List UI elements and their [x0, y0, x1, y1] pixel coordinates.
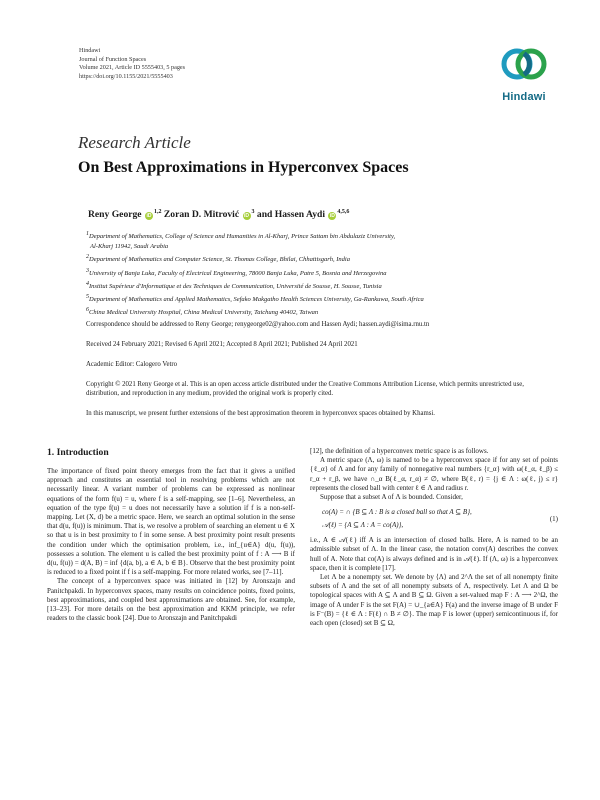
copyright-notice: Copyright © 2021 Reny George et al. This is an open access article distributed under the Creative Commons Attribution License, which permits unrestricted use, distribution, and reproduction in any medium, provided the original work is properly cited. [86, 381, 524, 398]
article-type: Research Article [78, 133, 191, 152]
publisher-name: Hindawi [79, 47, 101, 54]
affiliation: $^4$Institut Supérieur d'Informatique et des Techniques de Communication, Université de Sousse, H. Sousse, Tunisia [86, 280, 382, 290]
author-affil-sup: 4,5,6 [337, 209, 350, 215]
affiliation: $^3$University of Banja Luka, Faculty of Electrical Engineering, 78000 Banja Luka, Patre 5, Bosnia and Herzegovina [86, 267, 387, 277]
author-separator: and [256, 209, 275, 221]
doi-link[interactable]: https://doi.org/10.1155/2021/5555403 [79, 72, 173, 80]
paragraph: The concept of a hyperconvex space was initiated in [12] by Aronszajn and Panitchpakdi. In hyperconvex spaces, many results on coincidence points, fixed points, best approximations, and coupled best approximations are obtained. See, for example, [13–23]. For more details on the best approximation and KKM principle, we refer readers to the classic book [24]. Due to Aronszajn and Panitchpakdi [47, 577, 295, 623]
equation-line: 𝒜(ℓ) = {A ⊆ Λ : A = co(A)}, [322, 521, 404, 530]
author-affil-sup: 1,2 [153, 209, 162, 215]
paragraph: i.e., A ∈ 𝒜(ℓ) iff A is an intersection of closed balls. Here, A is named to be an admissible subset of Λ. In the linear case, the notation conv(A) describes the convex hull of A. Note that co(A) is always defined and is in 𝒜(ℓ). If (Λ, ω) is a hyperconvex space, then it is complete [17]. [310, 536, 558, 572]
affiliation: $^5$Department of Mathematics and Applied Mathematics, Sefako Makgatho Health Sciences University, Ga-Rankuwa, South Africa [86, 294, 424, 304]
right-column [310, 447, 558, 628]
volume-line: Volume 2021, Article ID 5555403, 5 pages [79, 64, 186, 72]
logo-text: Hindawi [502, 91, 546, 103]
publication-dates: Received 24 February 2021; Revised 6 April 2021; Accepted 8 April 2021; Published 24 April 2021 [86, 341, 358, 348]
affiliation: $^2$Department of Mathematics and Computer Science, St. Thomas College, Bhilai, Chhattisgarh, India [86, 254, 350, 264]
section-heading: 1. Introduction [47, 447, 109, 458]
orcid-icon[interactable]: iD [244, 213, 250, 220]
paragraph: [12], the definition of a hyperconvex metric space is as follows. [310, 447, 489, 455]
author-affil-sup: 3 [251, 209, 255, 215]
author-name: Hassen Aydi [274, 209, 325, 221]
correspondence: Correspondence should be addressed to Reny George; renygeorge02@yahoo.com and Hassen Aydi; hassen.aydi@isima.rnu.tn [86, 321, 430, 328]
abstract: In this manuscript, we present further extensions of the best approximation theorem in hyperconvex spaces obtained by Khamsi. [86, 410, 436, 417]
academic-editor: Academic Editor: Calogero Vetro [86, 361, 178, 368]
equation-line: co(A) = ∩ {B ⊆ Λ : B is a closed ball so that A ⊆ B}, [322, 508, 472, 517]
orcid-icon[interactable]: iD [146, 213, 152, 220]
author-name: Reny George [88, 209, 142, 221]
equation-1 [310, 506, 558, 532]
equation-number: (1) [549, 514, 558, 523]
hindawi-logo-icon [500, 44, 548, 90]
left-column [47, 467, 295, 623]
paper-title: On Best Approximations in Hyperconvex Spaces [78, 159, 409, 176]
affiliations [86, 229, 556, 319]
journal-meta [79, 47, 185, 81]
orcid-icon[interactable]: iD [329, 213, 335, 220]
author-name: Zoran D. Mitrović [163, 209, 240, 221]
paragraph: Let Λ be a nonempty set. We denote by ⟨Λ⟩ and 2^Λ the set of all nonempty finite subsets of Λ and the set of all nonempty subsets of Λ, respectively. Let Λ and Ω be topological spaces with A ⊆ Λ and B ⊆ Ω. Given a set-valued map F : Λ ⟶ 2^Ω, the image of A under F is the set F(A) = ∪_{a∈A} F(a) and the inverse image of B under F is F⁻(B) = {ℓ ∈ Λ : F(ℓ) ∩ B ≠ ∅}. The map F is lower (upper) semicontinuous if, for each open (closed) set B ⊆ Ω, [310, 573, 558, 628]
journal-name: Journal of Function Spaces [79, 55, 147, 63]
paragraph: The importance of fixed point theory emerges from the fact that it gives a unified approach and constitutes an essential tool in resolving problems which are not necessarily linear. A variant number of problems can be expressed as nonlinear equations of the form f(u) = u, where f is a self-mapping, see [1–6]. Nevertheless, an equation of the type f(u) = u does not necessarily have a solution if f is a non-self-mapping. Let (X, d) be a metric space. Here, we search an optimal solution in the sense that d(u, f(u)) is minimum. That is, we resolve a problem of searching an element u ∈ X so that u is in best proximity to f in some sense. A best proximity point result presents the condition under which the optimisation problem, i.e., inf_{u∈A} d(u, f(u)), possesses a solution. The element u is called the best proximity point of f : A ⟶ B if d(u, f(u)) = d(A, B) = inf {d(a, b), a ∈ A, b ∈ B}. Observe that the best proximity point is reduced to a fixed point if f is a self-mapping. For more related works, see [7–11]. [47, 467, 295, 577]
paragraph: A metric space (Λ, ω) is named to be a hyperconvex space if for any set of points {ℓ_α} of Λ and for any family of nonnegative real numbers {r_α} with ω(ℓ_α, ℓ_β) ≤ r_α + r_β, we have ∩_α B(ℓ_α, r_α) ≠ ∅, where B(ℓ, r) = {j ∈ Λ : ω(ℓ, j) ≤ r} represents the closed ball with center ℓ ∈ Λ and radius r. [310, 456, 558, 492]
author-list [88, 209, 349, 220]
hindawi-logo [494, 44, 554, 110]
affiliation: $^6$China Medical University Hospital, China Medical University, Taichung 40402, Taiwan [86, 307, 319, 317]
paragraph: Suppose that a subset A of Λ is bounded. Consider, [320, 493, 463, 502]
affiliation: $^1$Department of Mathematics, College of Science and Humanities in Al-Kharj, Prince Sattam bin Abdulaziz University, Al-Kharj 11942, Saudi Arabia [86, 231, 396, 251]
